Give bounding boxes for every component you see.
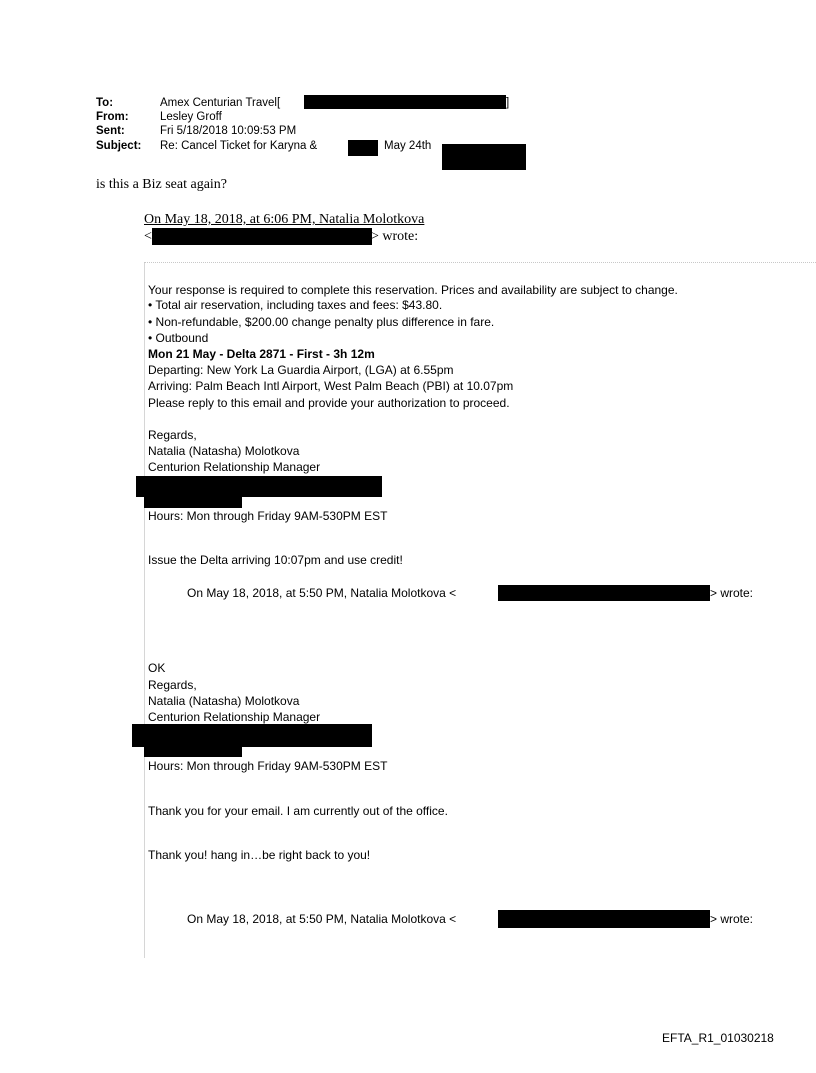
from-label: From:: [96, 111, 129, 123]
quote-left-rule: [144, 263, 145, 958]
flight-title: Mon 21 May - Delta 2871 - First - 3h 12m: [148, 347, 375, 361]
redaction-box: [498, 585, 710, 601]
redaction-box: [304, 95, 506, 109]
quote-header-2: On May 18, 2018, at 5:50 PM, Natalia Molotkova <: [187, 586, 457, 600]
arriving-line: Arriving: Palm Beach Intl Airport, West Palm Beach (PBI) at 10.07pm: [148, 379, 514, 393]
out-of-office-line: Thank you for your email. I am currently out of the office.: [148, 804, 448, 818]
subject-label: Subject:: [96, 140, 142, 152]
reply-body: is this a Biz seat again?: [96, 177, 228, 192]
sent-label: Sent:: [96, 125, 125, 137]
redaction-box: [144, 745, 242, 757]
message-line: • Total air reservation, including taxes and fees: $43.80.: [148, 298, 443, 312]
redaction-box: [498, 910, 710, 928]
regards: Regards,: [148, 678, 197, 692]
instruction-line: Issue the Delta arriving 10:07pm and use credit!: [148, 553, 403, 567]
quote-top-rule: [144, 262, 816, 263]
quote-header-1: On May 18, 2018, at 6:06 PM, Natalia Molotkova: [144, 212, 425, 227]
signature-name: Natalia (Natasha) Molotkova: [148, 444, 300, 458]
to-label: To:: [96, 97, 114, 109]
to-value: Amex Centurian Travel[: [160, 97, 281, 109]
quote-wrote: > wrote:: [710, 912, 754, 926]
signature-name: Natalia (Natasha) Molotkova: [148, 694, 300, 708]
office-hours: Hours: Mon through Friday 9AM-530PM EST: [148, 759, 388, 773]
redaction-box: [136, 476, 382, 497]
quote-lt: <: [144, 229, 152, 244]
sent-value: Fri 5/18/2018 10:09:53 PM: [160, 125, 297, 137]
signature-title: Centurion Relationship Manager: [148, 710, 321, 724]
from-value: Lesley Groff: [160, 111, 222, 123]
ok-line: OK: [148, 661, 166, 675]
document-id: EFTA_R1_01030218: [662, 1031, 774, 1045]
reply-request: Please reply to this email and provide your authorization to proceed.: [148, 396, 510, 410]
message-line: Your response is required to complete this reservation. Prices and availability are subject to change.: [148, 283, 678, 297]
redaction-box: [132, 724, 372, 747]
departing-line: Departing: New York La Guardia Airport, (LGA) at 6.55pm: [148, 363, 454, 377]
thanks-line: Thank you! hang in…be right back to you!: [148, 848, 371, 862]
quote-wrote: > wrote:: [710, 586, 754, 600]
subject-prefix: Re: Cancel Ticket for Karyna &: [160, 140, 318, 152]
message-line: • Outbound: [148, 331, 209, 345]
quote-header-3: On May 18, 2018, at 5:50 PM, Natalia Molotkova <: [187, 912, 457, 926]
redaction-box: [442, 144, 526, 170]
quote-wrote: > wrote:: [371, 229, 419, 244]
message-line: • Non-refundable, $200.00 change penalty plus difference in fare.: [148, 315, 495, 329]
subject-suffix: May 24th: [384, 140, 432, 152]
redaction-box: [348, 140, 378, 156]
redaction-box: [144, 496, 242, 508]
office-hours: Hours: Mon through Friday 9AM-530PM EST: [148, 509, 388, 523]
redaction-box: [152, 228, 372, 245]
signature-title: Centurion Relationship Manager: [148, 460, 321, 474]
to-close-bracket: ]: [506, 97, 510, 109]
regards: Regards,: [148, 428, 197, 442]
